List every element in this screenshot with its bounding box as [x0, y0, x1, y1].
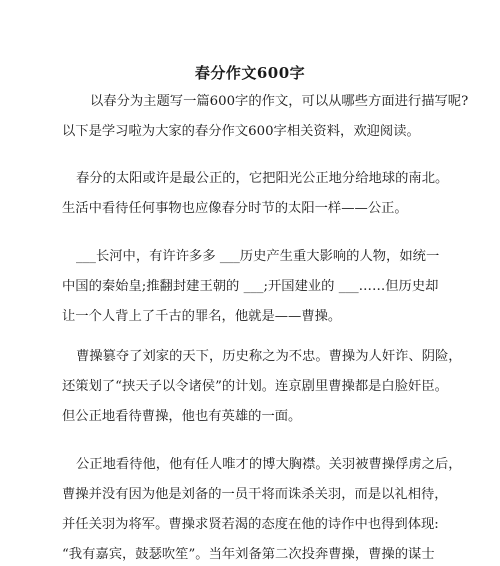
paragraph-line: 还策划了“挟天子以令诸侯”的计划。连京剧里曹操都是白脸奸臣。 — [62, 379, 448, 394]
paragraph-sun — [62, 164, 449, 224]
paragraph-line: 生活中看待任何事物也应像春分时节的太阳一样——公正。 — [62, 201, 408, 216]
paragraph-line: ___长河中，有许许多多 ___历史产生重大影响的人物，如统一 — [76, 249, 440, 264]
paragraph-line: 以春分为主题写一篇600字的作文，可以从哪些方面进行描写呢? — [90, 94, 469, 109]
paragraph-line: 并任关羽为将军。曹操求贤若渴的态度在他的诗作中也得到体现: — [62, 517, 439, 532]
paragraph-fairness — [62, 450, 462, 566]
paragraph-line: 曹操并没有因为他是刘备的一员干将而诛杀关羽，而是以礼相待， — [62, 487, 448, 502]
paragraph-line: 春分的太阳或许是最公正的，它把阳光公正地分给地球的南北。 — [76, 171, 449, 186]
paragraph-line: 让一个人背上了千古的罪名，他就是——曹操。 — [62, 309, 342, 324]
paragraph-line: 中国的秦始皇;推翻封建王朝的 ___;开国建业的 ___……但历史却 — [62, 279, 439, 294]
paragraph-intro — [62, 87, 469, 147]
paragraph-cao-cao — [62, 342, 462, 432]
paragraph-line: 以下是学习啦为大家的春分作文600字相关资料，欢迎阅读。 — [62, 124, 420, 139]
paragraph-line: 曹操篡夺了刘家的天下，历史称之为不忠。曹操为人奸诈、阴险， — [76, 349, 462, 364]
paragraph-line: 公正地看待他，他有任人唯才的博大胸襟。关羽被曹操俘虏之后， — [76, 457, 462, 472]
paragraph-line: “我有嘉宾，鼓瑟吹笙”。当年刘备第二次投奔曹操，曹操的谋士 — [62, 547, 435, 562]
paragraph-line: 但公正地看待曹操，他也有英雄的一面。 — [62, 409, 302, 424]
article-title: 春分作文600字 — [194, 64, 306, 82]
paragraph-history — [62, 242, 442, 332]
